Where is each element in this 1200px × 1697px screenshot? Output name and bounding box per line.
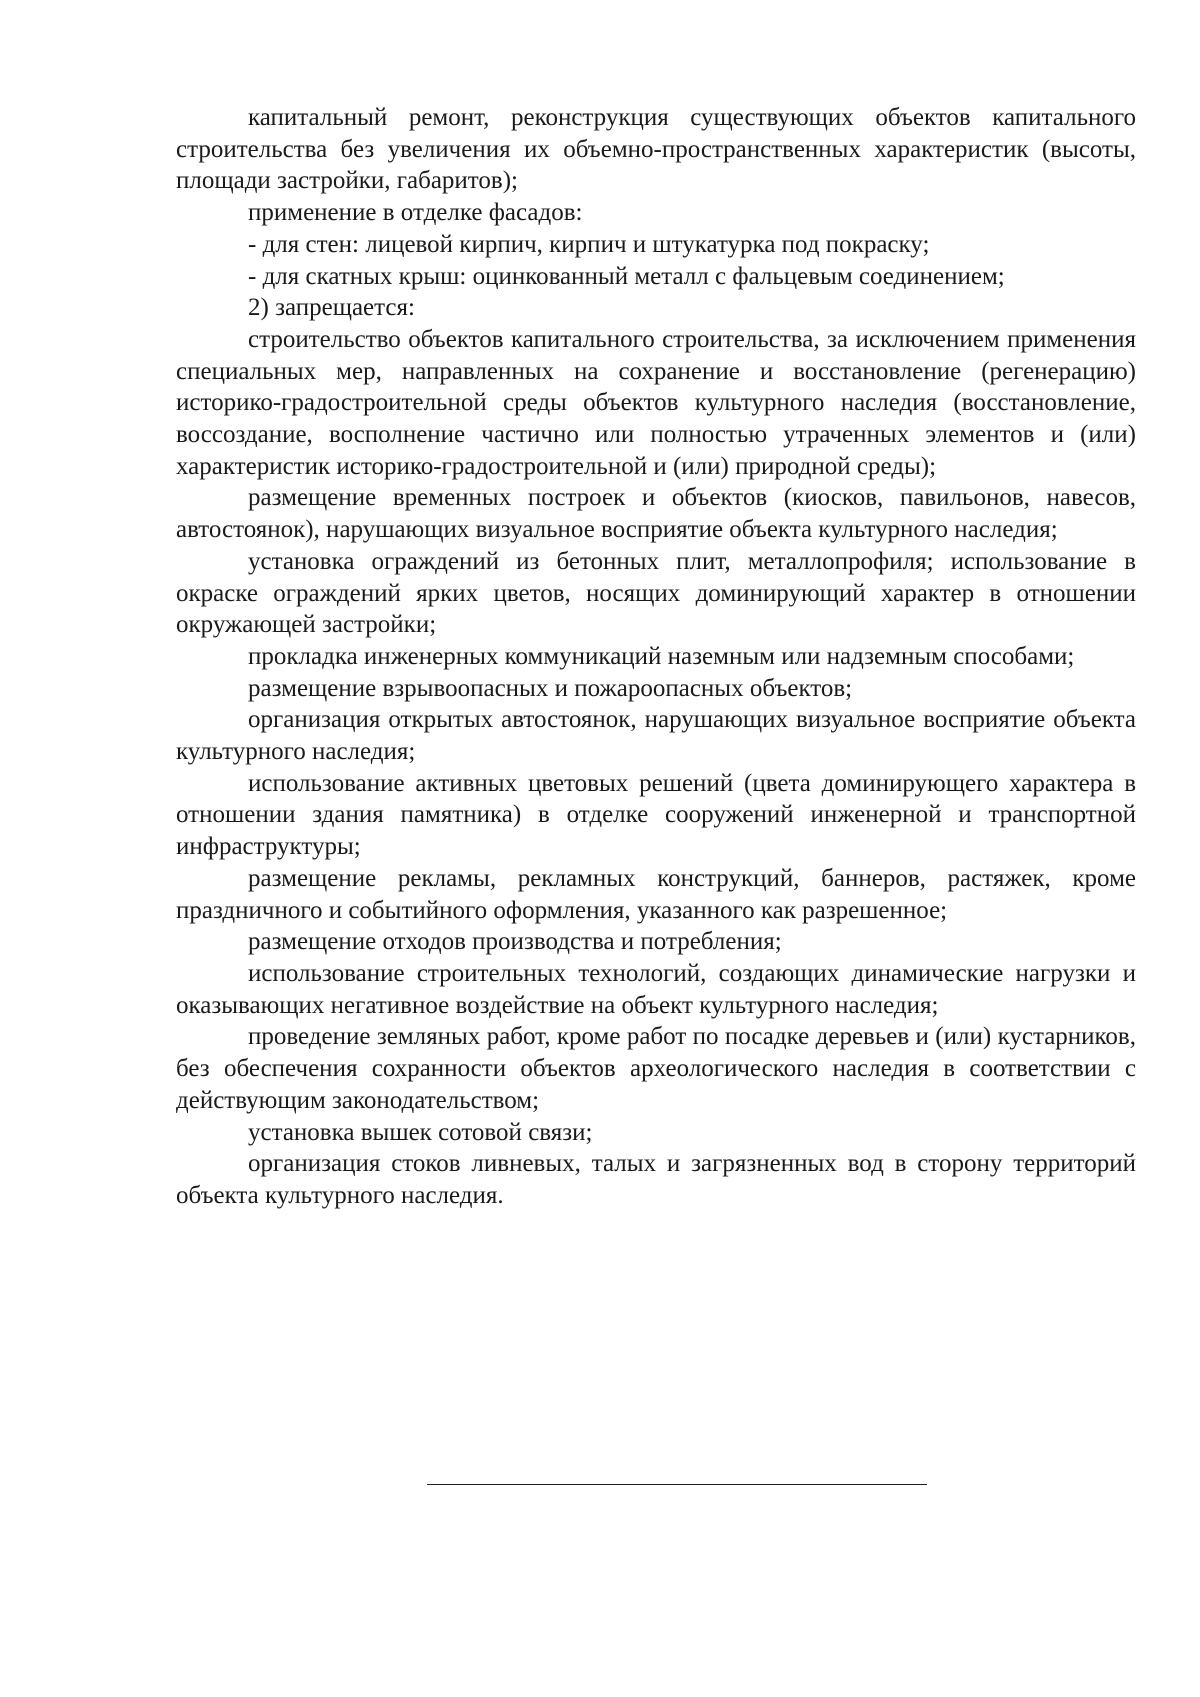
- paragraph-capital-repair: капитальный ремонт, реконструкция существующих объектов капитального строительства без увеличения их объемно-пространственных характеристик (высоты, площади застройки, габаритов);: [176, 104, 1136, 195]
- paragraph-technologies: использование строительных технологий, создающих динамические нагрузки и оказывающих негативное воздействие на объект культурного наследия;: [176, 959, 1136, 1019]
- paragraph-cell-towers: установка вышек сотовой связи;: [248, 1118, 593, 1146]
- paragraph-facade-finishing: применение в отделке фасадов:: [248, 199, 583, 227]
- paragraph-roofs: - для скатных крыш: оцинкованный металл с фальцевым соединением;: [248, 262, 1005, 290]
- document-body: [176, 102, 1136, 1212]
- paragraph-utilities: прокладка инженерных коммуникаций наземным или надземным способами;: [248, 642, 1075, 670]
- paragraph-construction: строительство объектов капитального строительства, за исключением применения специальных мер, направленных на сохранение и восстановление (регенерацию) историко-градостроительной среды объектов культурного наследия (восстановление, воссоздание, восполнение частично или полностью утраченных элементов и (или) характеристик историко-градостроительной и (или) природной среды);: [176, 325, 1136, 480]
- paragraph-prohibited-heading: 2) запрещается:: [248, 294, 415, 322]
- paragraph-fences: установка ограждений из бетонных плит, металлопрофиля; использование в окраске ограждений ярких цветов, носящих доминирующий характер в отношении окружающей застройки;: [176, 547, 1136, 639]
- paragraph-waste: размещение отходов производства и потребления;: [248, 928, 782, 956]
- end-of-document-rule: [427, 1484, 927, 1485]
- paragraph-walls: - для стен: лицевой кирпич, кирпич и штукатурка под покраску;: [248, 230, 930, 258]
- paragraph-hazardous-objects: размещение взрывоопасных и пожароопасных объектов;: [248, 674, 853, 702]
- paragraph-earthworks: проведение земляных работ, кроме работ по посадке деревьев и (или) кустарников, без обеспечения сохранности объектов археологического наследия в соответствии с действующим законодательством;: [176, 1023, 1136, 1114]
- paragraph-advertising: размещение рекламы, рекламных конструкций, баннеров, растяжек, кроме праздничного и событийного оформления, указанного как разрешенное;: [176, 864, 1136, 924]
- paragraph-parking: организация открытых автостоянок, нарушающих визуальное восприятие объекта культурного наследия;: [176, 706, 1136, 766]
- paragraph-temporary-buildings: размещение временных построек и объектов (киосков, павильонов, навесов, автостоянок), нарушающих визуальное восприятие объекта культурного наследия;: [176, 484, 1136, 544]
- paragraph-drainage: организация стоков ливневых, талых и загрязненных вод в сторону территорий объекта культурного наследия.: [176, 1150, 1136, 1209]
- paragraph-color-solutions: использование активных цветовых решений (цвета доминирующего характера в отношении здания памятника) в отделке сооружений инженерной и транспортной инфраструктуры;: [176, 769, 1136, 861]
